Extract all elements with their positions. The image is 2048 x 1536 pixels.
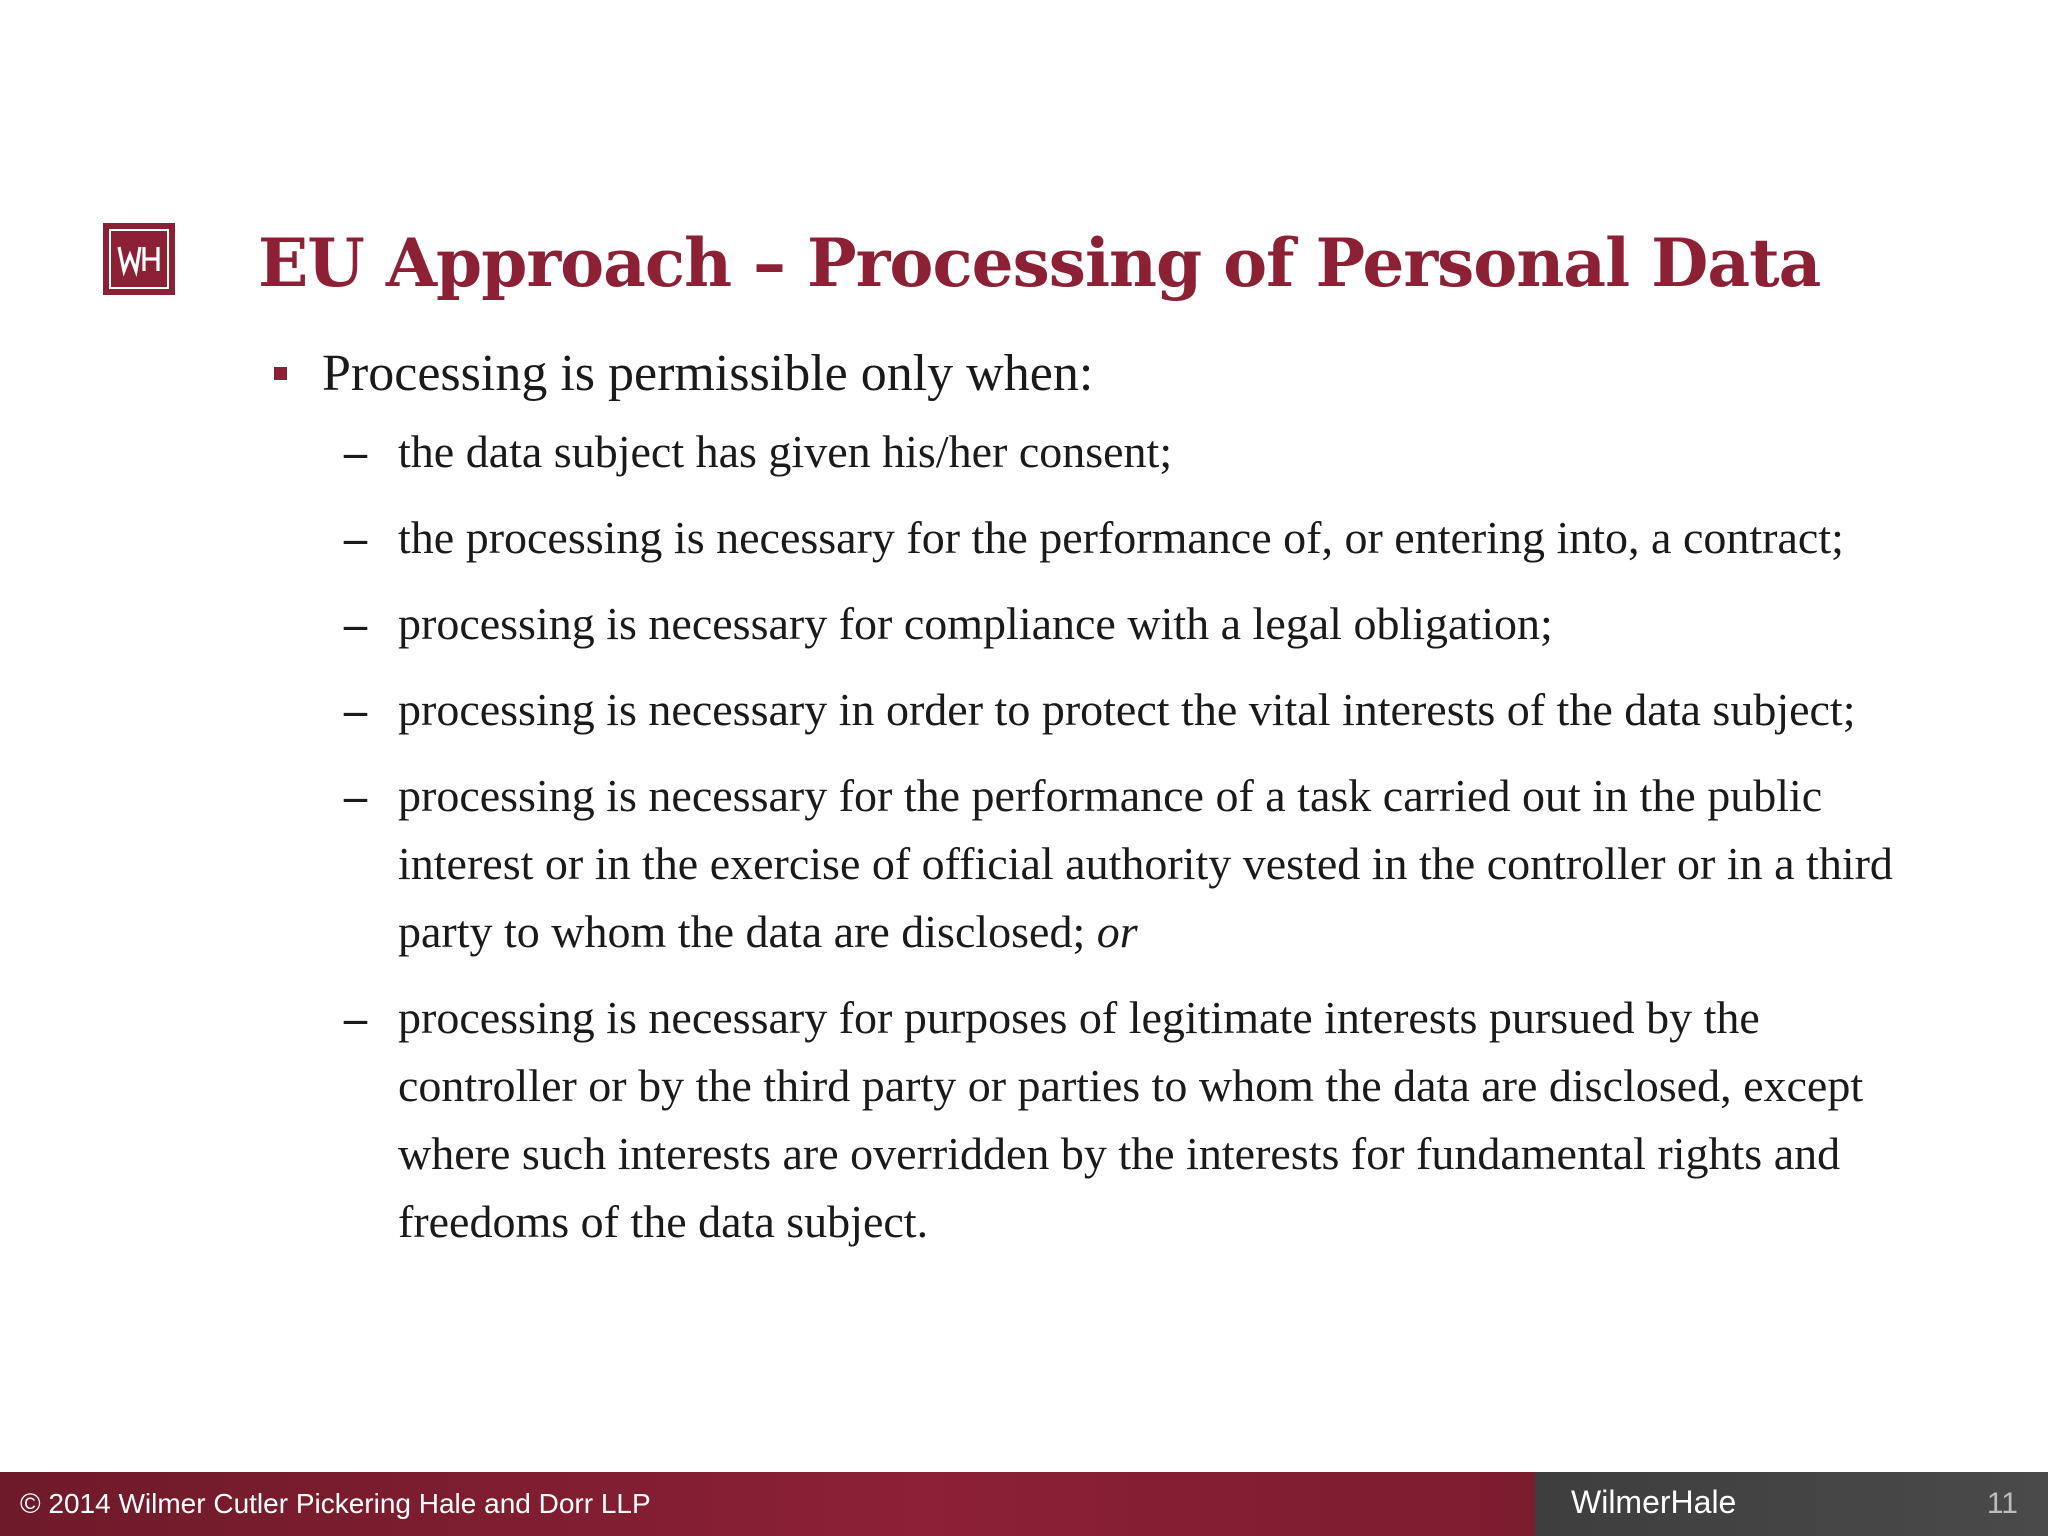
footer-copyright: © 2014 Wilmer Cutler Pickering Hale and Dorr LLP: [0, 1472, 1535, 1536]
sub-bullet-item: [270, 590, 1910, 658]
sub-bullet-item: [270, 418, 1910, 486]
sub-bullet-item: [270, 762, 1910, 966]
page-number: 11: [1986, 1487, 2018, 1520]
sub-bullet-text: processing is necessary in order to protect the vital interests of the data subject;: [398, 684, 1856, 735]
sub-bullet-item: [270, 676, 1910, 744]
main-bullet: [270, 340, 1910, 408]
sub-bullet-text: processing is necessary for the performance of a task carried out in the public interest or in the exercise of official authority vested in the controller or in a third party to whom the data are disclosed;: [398, 770, 1893, 957]
dash-bullet-icon: –: [344, 992, 367, 1043]
wh-logo-icon: [103, 223, 175, 295]
slide-title: EU Approach – Processing of Personal Data: [258, 224, 1821, 302]
wh-logo-glyph: [113, 233, 165, 285]
footer-bar: [0, 1472, 2048, 1536]
square-bullet-icon: [274, 367, 287, 380]
sub-bullet-item: [270, 984, 1910, 1256]
dash-bullet-icon: –: [344, 512, 367, 563]
sub-bullet-text: the data subject has given his/her consent;: [398, 426, 1173, 477]
footer-right-panel: [1535, 1472, 2048, 1536]
sub-bullet-item: [270, 504, 1910, 572]
slide-content: [270, 340, 1910, 1274]
dash-bullet-icon: –: [344, 684, 367, 735]
footer-brand: WilmerHale: [1571, 1484, 1737, 1520]
sub-bullet-text: processing is necessary for compliance with a legal obligation;: [398, 598, 1553, 649]
sub-bullet-list: [270, 418, 1910, 1256]
dash-bullet-icon: –: [344, 770, 367, 821]
main-bullet-text: Processing is permissible only when:: [322, 345, 1094, 402]
sub-bullet-text: the processing is necessary for the performance of, or entering into, a contract;: [398, 512, 1844, 563]
sub-bullet-text: processing is necessary for purposes of legitimate interests pursued by the controller or by the third party or parties to whom the data are disclosed, except where such interests are overridden by the interests for fundamental rights and freedoms of the data subject.: [398, 992, 1864, 1247]
dash-bullet-icon: –: [344, 426, 367, 477]
dash-bullet-icon: –: [344, 598, 367, 649]
italic-or: or: [1096, 906, 1138, 957]
